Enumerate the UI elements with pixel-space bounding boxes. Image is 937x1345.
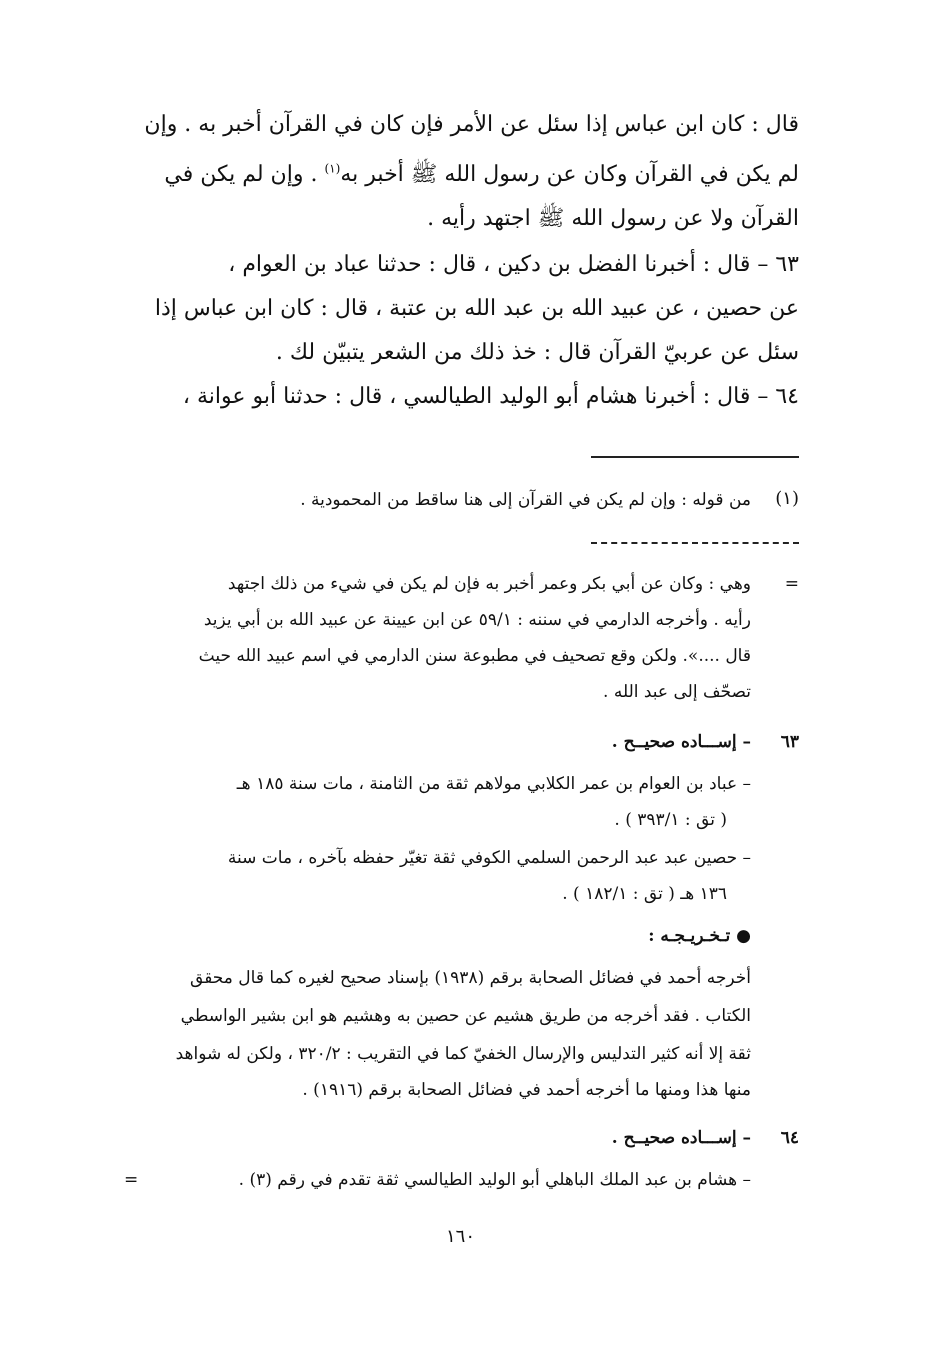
cont-line-3: قال ....». ولكن وقع تصحيف في مطبوعة سنن الدارمي في اسم عبيد الله حيث bbox=[198, 646, 751, 666]
footnote-text: من قوله : وإن لم يكن في القرآن إلى هنا ساقط من المحمودية . bbox=[300, 490, 751, 510]
note-63-line-4: ١٣٦ هـ ( تق : ١٨٢/١ ) . bbox=[562, 884, 727, 904]
main-line-3: القرآن ولا عن رسول الله ﷺ اجتهد رأيه . bbox=[427, 206, 799, 231]
main-line-6: سئل عن عربيّ القرآن قال : خذ ذلك من الشعر يتبيّن لك . bbox=[275, 340, 799, 365]
page-number: ١٦٠ bbox=[446, 1226, 476, 1247]
takhrij-line-2: الكتاب . فقد أخرجه من طريق هشيم عن حصين به وهشيم هو ابن بشير الواسطي bbox=[180, 1006, 751, 1026]
main-line-2-tail: . وإن لم يكن في bbox=[164, 162, 318, 187]
note-63-number: ٦٣ bbox=[780, 732, 799, 752]
takhrij-line-1: أخرجه أحمد في فضائل الصحابة برقم (١٩٣٨) بإسناد صحيح لغيره كما قال محقق bbox=[190, 968, 751, 988]
note-64-number: ٦٤ bbox=[780, 1128, 799, 1148]
continuation-mark-end: = bbox=[124, 1170, 139, 1190]
note-63-line-3: – حصين عبد عبد الرحمن السلمي الكوفي ثقة تغيّر حفظه بآخره ، مات سنة bbox=[227, 848, 751, 868]
note-64-heading: – إســـاده صحيــح . bbox=[611, 1128, 751, 1148]
note-63-line-2: ( تق : ٣٩٣/١ ) . bbox=[614, 810, 727, 830]
cont-line-1: وهي : وكان عن أبي بكر وعمر أخبر به فإن لم يكن في شيء من ذلك اجتهد bbox=[227, 574, 751, 594]
continuation-mark: = bbox=[784, 574, 799, 594]
cont-line-4: تصحّف إلى عبد الله . bbox=[603, 682, 751, 702]
main-line-4: ٦٣ – قال : أخبرنا الفضل بن دكين ، قال : حدثنا عباد بن العوام ، bbox=[228, 252, 799, 277]
footnote-separator bbox=[591, 456, 799, 458]
takhrij-line-3: ثقة إلا أنه كثير التدليس والإرسال الخفيّ كما في التقريب : ٣٢٠/٢ ، ولكن له شواهد bbox=[175, 1044, 751, 1064]
main-line-5: عن حصين ، عن عبيد الله بن عبد الله بن عتبة ، قال : كان ابن عباس إذا bbox=[154, 296, 799, 321]
main-line-2-text: لم يكن في القرآن وكان عن رسول الله ﷺ أخبر به bbox=[340, 162, 799, 187]
notes-separator bbox=[591, 542, 799, 544]
note-63-line-1: – عباد بن العوام بن عمر الكلابي مولاهم ثقة من الثامنة ، مات سنة ١٨٥ هـ bbox=[236, 774, 751, 794]
cont-line-2: رأيه . وأخرجه الدارمي في سننه : ٥٩/١ عن ابن عيينة عن عبيد الله بن أبي يزيد bbox=[203, 610, 751, 630]
main-line-2 bbox=[164, 160, 799, 192]
footnote-ref: (١) bbox=[324, 161, 341, 176]
note-63-heading: – إســـاده صحيــح . bbox=[611, 732, 751, 752]
note-64-line: – هشام بن عبد الملك الباهلي أبو الوليد الطيالسي ثقة تقدم في رقم (٣) . bbox=[238, 1170, 751, 1190]
takhrij-line-4: منها هذا ومنها ما أخرجه أحمد في فضائل الصحابة برقم (١٩١٦) . bbox=[302, 1080, 751, 1100]
main-line-1: قال : كان ابن عباس إذا سئل عن الأمر فإن كان في القرآن أخبر به . وإن bbox=[144, 112, 799, 137]
takhrij-heading: ● تـخـريـجـه : bbox=[648, 926, 751, 946]
footnote-number: (١) bbox=[775, 488, 799, 509]
main-line-7: ٦٤ – قال : أخبرنا هشام أبو الوليد الطيالسي ، قال : حدثنا أبو عوانة ، bbox=[182, 384, 799, 409]
